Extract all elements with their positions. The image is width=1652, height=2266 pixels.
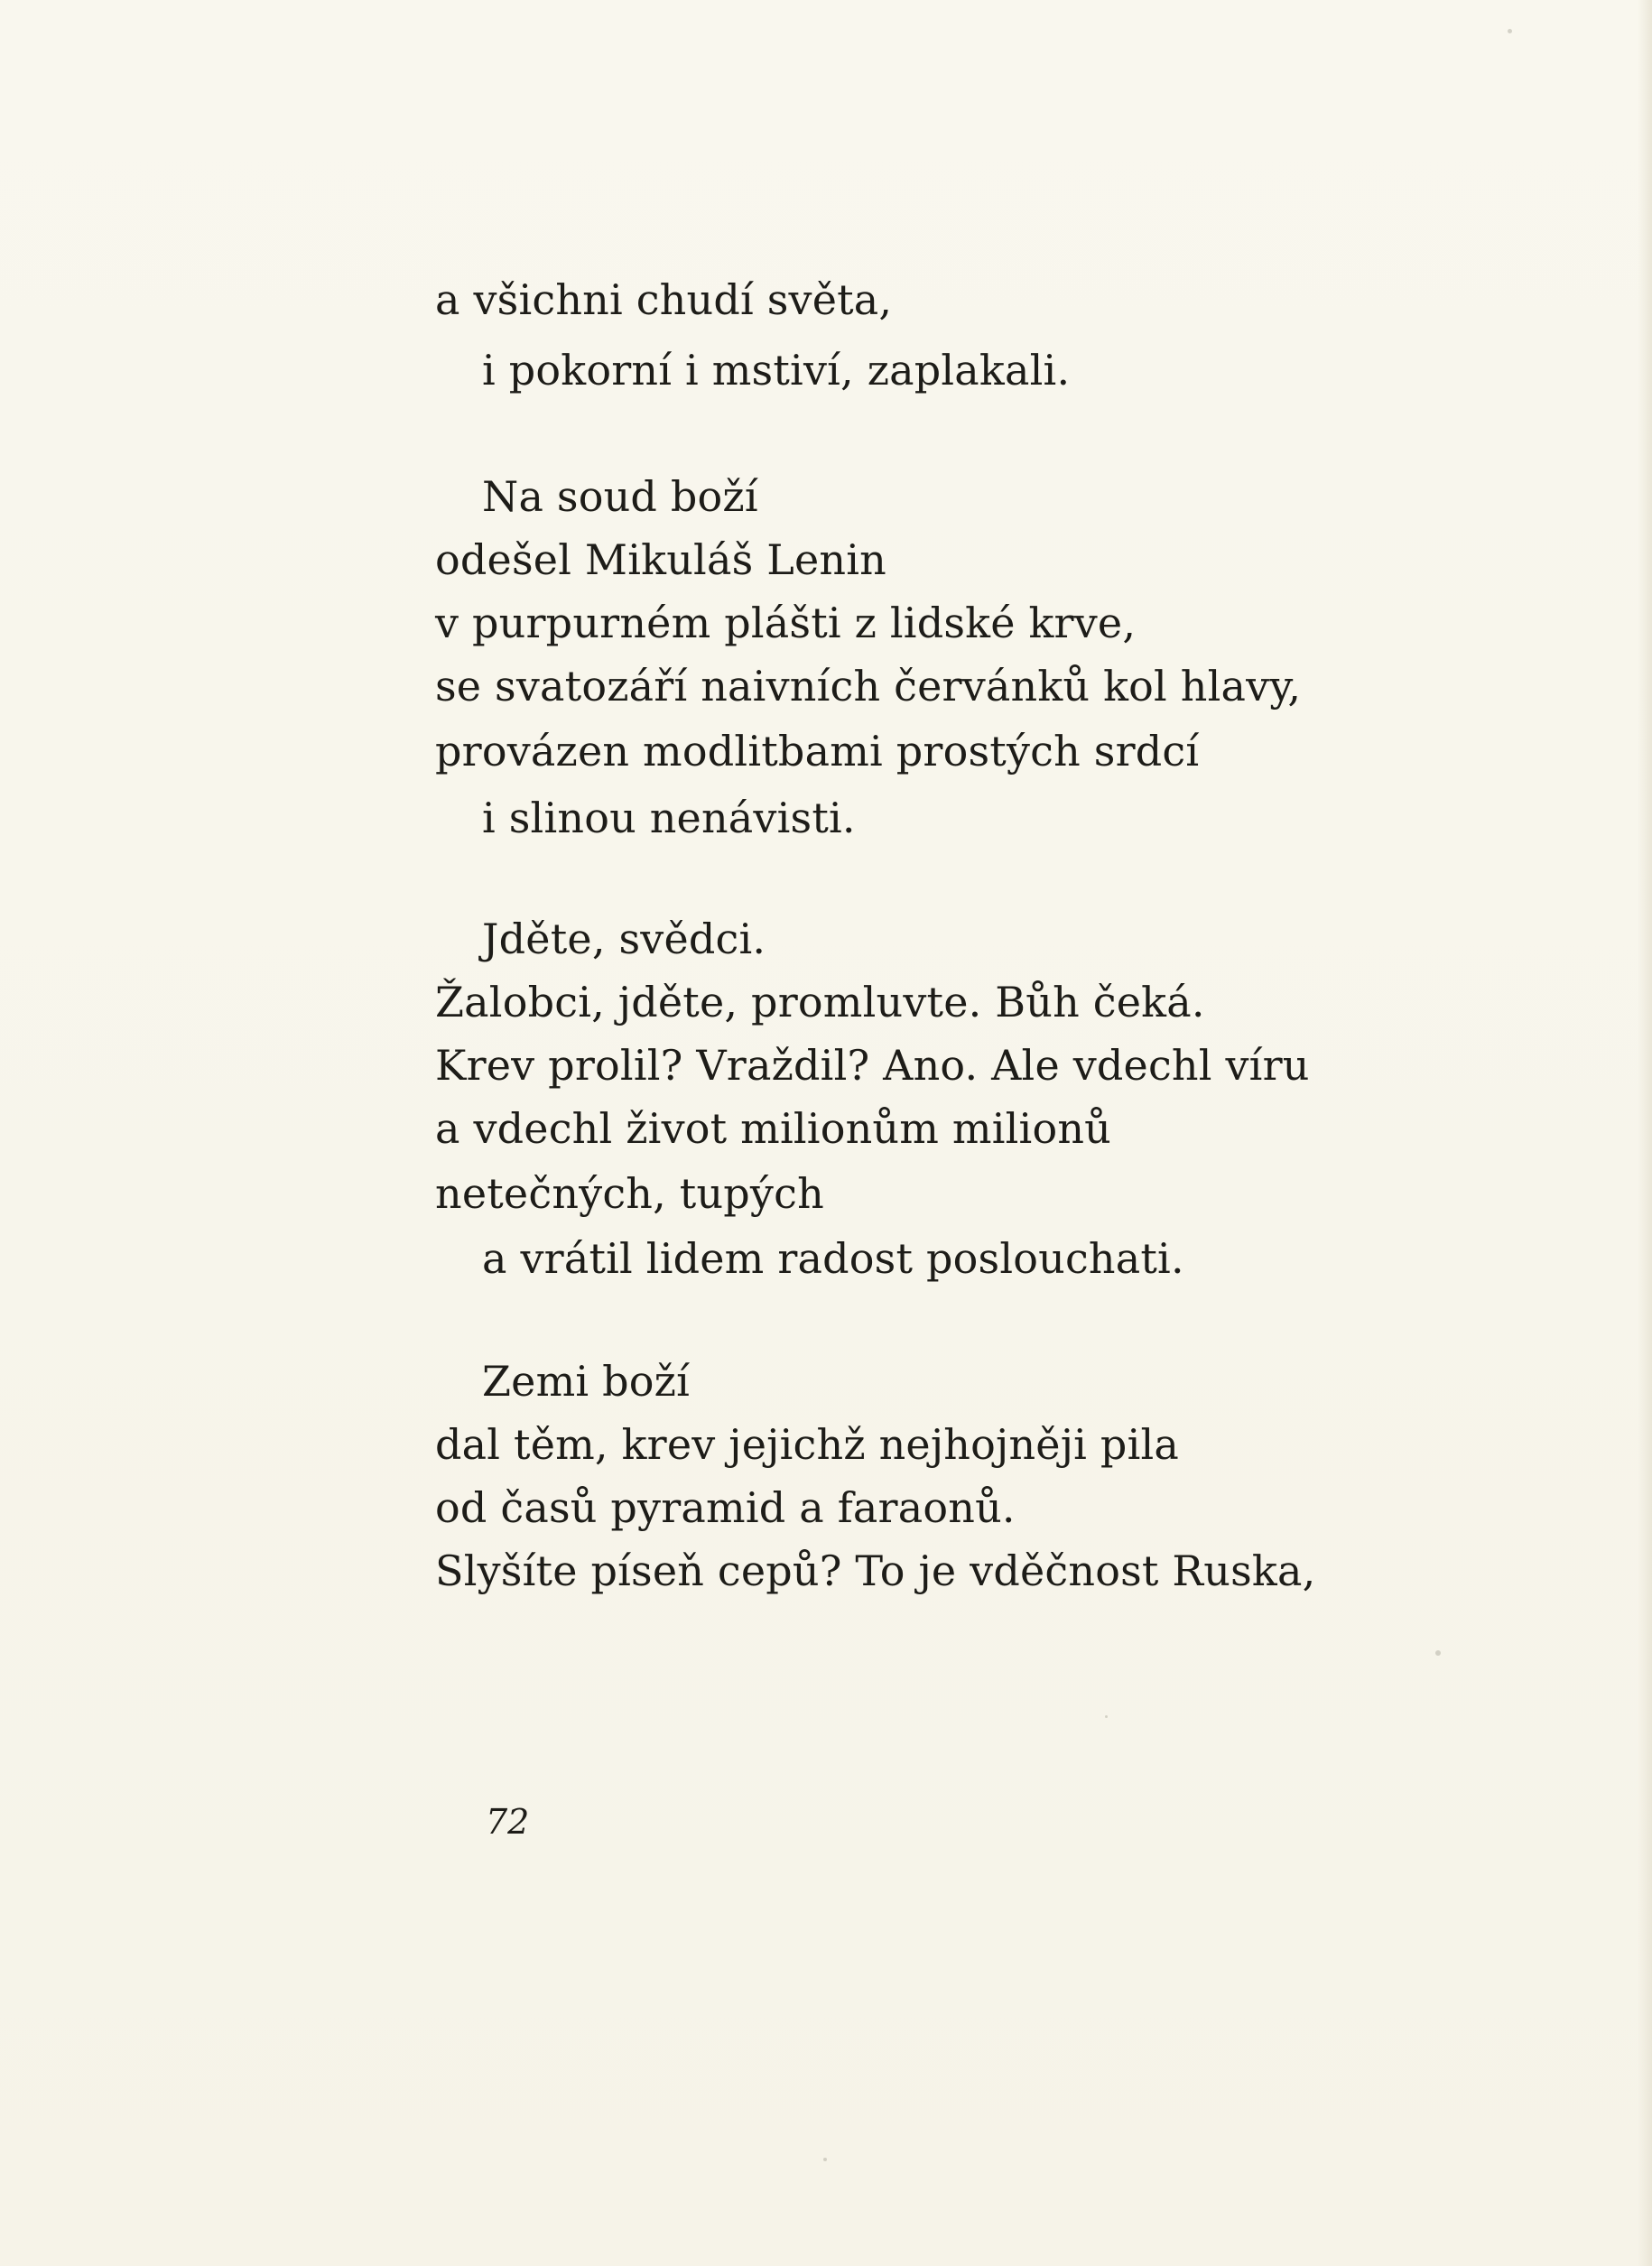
poem-line: a vrátil lidem radost poslouchati. bbox=[482, 1234, 1184, 1283]
poem-line: a všichni chudí světa, bbox=[435, 275, 893, 324]
poem-line: Na soud boží bbox=[482, 472, 758, 521]
page-edge-shadow bbox=[1638, 0, 1652, 2266]
poem-line: Slyšíte píseň cepů? To je vděčnost Ruska, bbox=[435, 1546, 1316, 1595]
poem-line: Jděte, svědci. bbox=[482, 915, 766, 963]
poem-line: dal těm, krev jejichž nejhojněji pila bbox=[435, 1420, 1180, 1469]
poem-line: Krev prolil? Vraždil? Ano. Ale vdechl víru bbox=[435, 1041, 1310, 1090]
paper-speck bbox=[823, 2158, 827, 2161]
poem-line: i pokorní i mstiví, zaplakali. bbox=[482, 346, 1071, 395]
poem-line: Zemi boží bbox=[482, 1357, 691, 1406]
poem-line: provázen modlitbami prostých srdcí bbox=[435, 727, 1200, 775]
poem-line: a vdechl život milionům milionů bbox=[435, 1104, 1112, 1153]
poem-line: v purpurném plášti z lidské krve, bbox=[435, 599, 1137, 647]
poem-line: netečných, tupých bbox=[435, 1169, 824, 1218]
poem-line: i slinou nenávisti. bbox=[482, 794, 856, 842]
page-number: 72 bbox=[486, 1802, 530, 1842]
paper-speck bbox=[1508, 29, 1512, 33]
paper-speck bbox=[1105, 1715, 1108, 1718]
poem-line: Žalobci, jděte, promluvte. Bůh čeká. bbox=[435, 978, 1205, 1026]
poem-line: od časů pyramid a faraonů. bbox=[435, 1483, 1016, 1532]
poem-line: odešel Mikuláš Lenin bbox=[435, 535, 886, 584]
paper-speck bbox=[1435, 1650, 1441, 1656]
poem-line: se svatozáří naivních červánků kol hlavy, bbox=[435, 662, 1302, 710]
